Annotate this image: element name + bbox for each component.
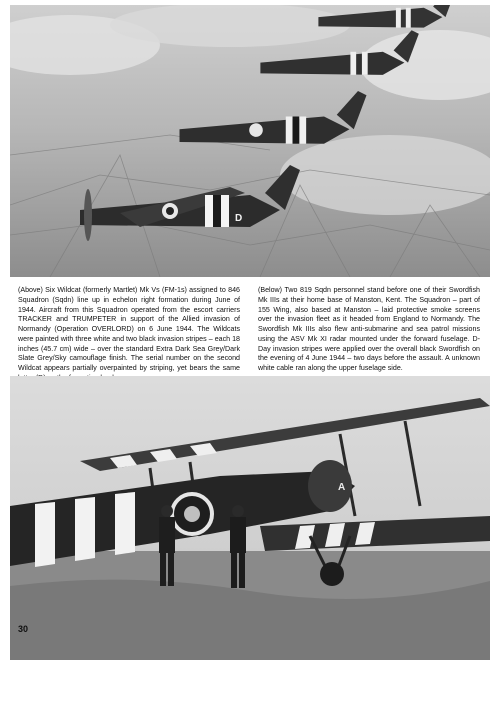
caption-swordfish: (Below) Two 819 Sqdn personnel stand before one of their Swordfish Mk IIIs at their home base of Manston, Kent. The Squadron – part of 155 Wing, also based at Manston – laid protective smoke screens over the invasion fleet as it headed from England to Normandy. The Swordfish Mk IIIs also flew anti-submarine and sea patrol missions using the ASV Mk XI radar mounted under the forward fuselage. D-Day invasion stripes were applied over the overall black Swordfish on the evening of 4 June 1944 – two days before the assault. A unknown white cable ran along the upper fuselage side. bbox=[258, 286, 480, 372]
wildcat-code-letter: D bbox=[235, 213, 243, 224]
page-number: 30 bbox=[18, 624, 29, 634]
photo-wildcat-formation-image bbox=[10, 5, 490, 277]
swordfish-code-letter: A bbox=[338, 482, 346, 493]
photo-swordfish-image bbox=[10, 376, 490, 660]
caption-wildcat-formation: (Above) Six Wildcat (formerly Martlet) Mk Vs (FM-1s) assigned to 846 Squadron (Sqdn) line up in echelon right formation during June of 1944. Aircraft from this Squadron operated from the escort carriers TRACKER and TRUMPETER in support of the Allied invasion of Normandy (Operation OVERLORD) on 6 June 1944. The Wildcats were painted with three white and two black invasion stripes – each 18 inches (45.7 cm) wide – over the standard Extra Dark Sea Grey/Dark Slate Grey/Sky camouflage finish. The serial number on the second Wildcat appears partially overpainted by striping, yet bears the same bbox=[18, 286, 240, 372]
photo-wildcat-formation bbox=[10, 5, 490, 277]
photo-swordfish-on-ground bbox=[10, 376, 490, 660]
